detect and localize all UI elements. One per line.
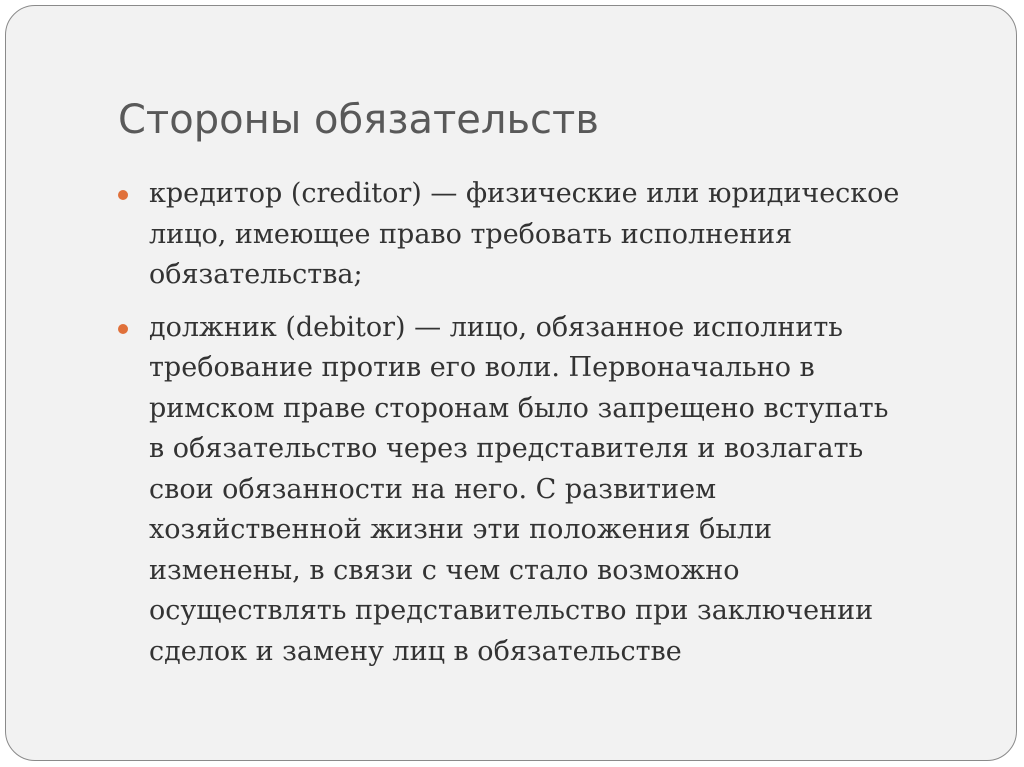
bullet-dot-icon bbox=[118, 190, 128, 200]
bullet-text-line: хозяйственной жизни эти положения были bbox=[149, 514, 773, 545]
slide-frame bbox=[5, 5, 1017, 761]
bullet-text-line: осуществлять представительство при заключении bbox=[149, 595, 874, 626]
bullet-item-debtor bbox=[149, 308, 979, 673]
bullet-text-line: изменены, в связи с чем стало возможно bbox=[149, 554, 740, 586]
bullet-text-line: в обязательство через представителя и возлагать bbox=[149, 433, 864, 464]
bullet-text-line: сделок и замену лиц в обязательстве bbox=[149, 635, 682, 667]
bullet-text-line: кредитор (creditor) — физические или юридическое bbox=[149, 178, 900, 209]
bullet-text-line: свои обязанности на него. С развитием bbox=[149, 473, 717, 505]
bullet-list bbox=[149, 174, 979, 684]
slide-title: Стороны обязательств bbox=[118, 97, 599, 143]
bullet-dot-icon bbox=[118, 324, 128, 334]
bullet-item-creditor bbox=[149, 174, 979, 296]
bullet-text-line: должник (debitor) — лицо, обязанное исполнить bbox=[149, 311, 843, 343]
bullet-text-line: требование против его воли. Первоначально в bbox=[149, 352, 815, 383]
bullet-text-line: лицо, имеющее право требовать исполнения bbox=[149, 218, 793, 250]
bullet-text-line: римском праве сторонам было запрещено вступать bbox=[149, 392, 889, 424]
bullet-text-line: обязательства; bbox=[149, 259, 363, 290]
